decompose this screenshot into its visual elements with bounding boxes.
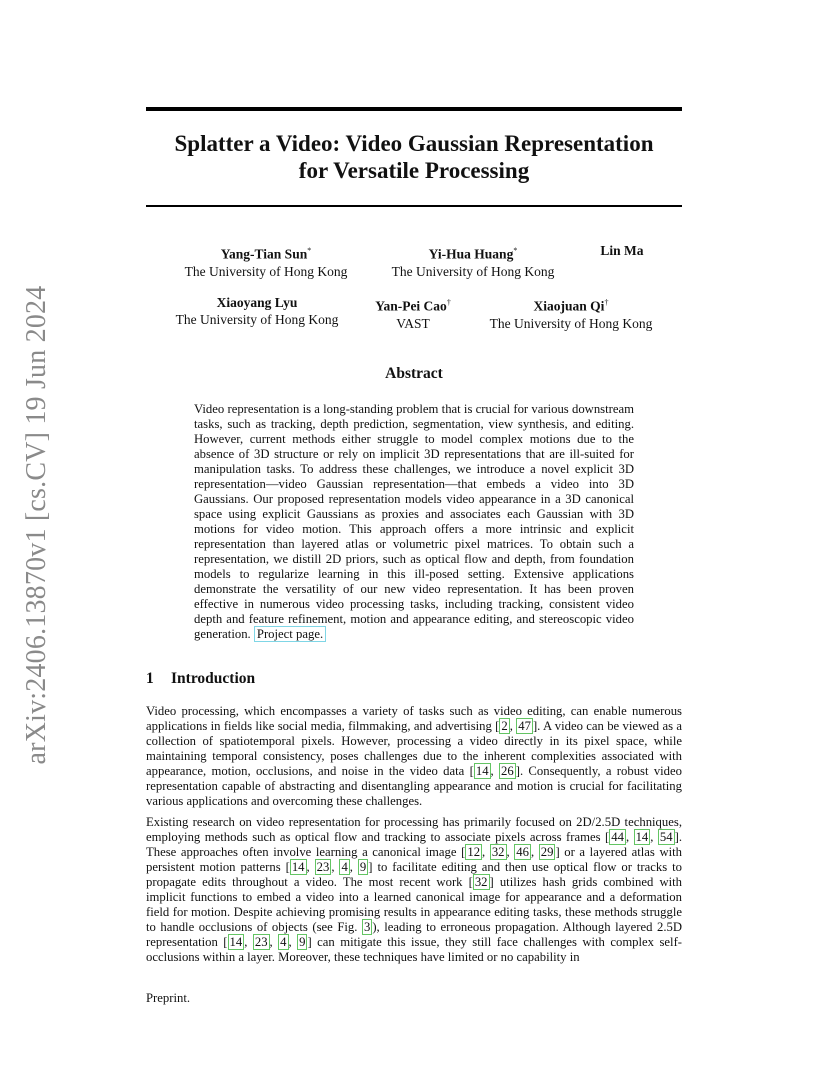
citation-link[interactable]: 23 — [254, 935, 268, 949]
author-affiliation: The University of Hong Kong — [489, 315, 653, 331]
figure-link[interactable]: 3 — [363, 920, 371, 934]
title-rule-bottom — [146, 205, 682, 207]
para-text: ] to facilitate editing and then use optical flow or tracks to propagate edits throughout a video. The most recent work [ — [146, 860, 683, 889]
citation-link[interactable]: 26 — [501, 764, 514, 778]
author-block — [363, 294, 463, 332]
author-mark: † — [446, 298, 451, 307]
para-text: Existing research on video representation for processing has primarily focused on 2D/2.5D techniques, employing methods such as optical flow and tracking to associate pixels across frames [ — [146, 815, 682, 844]
author-mark: * — [307, 246, 312, 255]
intro-paragraph-2: Existing research on video representation for processing has primarily focused on 2D/2.5D techniques, employing methods such as optical flow and tracking to associate pixels across frames [ 44 , 14 , 54 ]. These approaches often involve learning a canonical image [ 12 , 32 , 46 , 29 ] or a layered atlas with persistent motion patterns [ 14 , 23 , 4 , 9 ] to facilitate editing and then use optical flow or tracks to propagate edits throughout a video. The most recent work [ 32 ] utilizes hash grids combined with implicit functions to embed a video into a learned canonical image for appearance and a deformation field for motion. Despite achieving promising results in appearance editing tasks, these methods struggle to handle occlusions of objects (see Fig. 3 ), leading to erroneous propagation. Although layered 2.5D representation [ 14 , 23 , 4 , 9 ] can mitigate this issue, they still face challenges with complex self-occlusions within a layer. Moreover, these techniques have limited or no capability in — [146, 815, 683, 964]
paper-title — [146, 130, 682, 184]
author-mark: * — [513, 246, 518, 255]
para-text: ] or a layered atlas with persistent motion patterns [ — [146, 845, 683, 874]
citation-link[interactable]: 54 — [659, 830, 673, 844]
author-name: Yang-Tian Sun — [220, 246, 308, 262]
para-text: ]. A video can be viewed as a collection of spatiotemporal pixels. However, processing a video directly in its pixel space, while maintaining temporal consistency, poses challenges due to the inherent complexities associated with appearance, motion, occlusions, and noise in the video data [ — [146, 719, 682, 778]
para-text: ), leading to erroneous propagation. Although layered 2.5D representation [ — [146, 920, 682, 949]
author-name: Xiaojuan Qi — [533, 298, 605, 314]
citation-link[interactable]: 4 — [280, 935, 287, 949]
author-name: Lin Ma — [600, 243, 644, 258]
title-line-1: Splatter a Video: Video Gaussian Representation — [174, 131, 654, 156]
para-text: ] utilizes hash grids combined with implicit functions to embed a video into a learned canonical image for appearance and a deformation field for motion. Despite achieving promising results in appearance editing tasks, these methods struggle to handle occlusions of objects (see Fig. — [146, 875, 682, 934]
citation-link[interactable]: 4 — [341, 860, 348, 874]
citation-link[interactable]: 14 — [475, 764, 489, 778]
arxiv-identifier-text: arXiv:2406.13870v1 [cs.CV] 19 Jun 2024 — [21, 285, 52, 765]
author-affiliation: The University of Hong Kong — [175, 312, 339, 327]
author-name: Yi-Hua Huang — [428, 246, 514, 262]
abstract-body — [194, 402, 634, 642]
citation-link[interactable]: 14 — [635, 830, 649, 844]
citation-link[interactable]: 46 — [516, 845, 529, 859]
citation-link[interactable]: 32 — [491, 845, 505, 859]
citation-link[interactable]: 2 — [501, 719, 508, 733]
para-text: Video processing, which encompasses a variety of tasks such as video editing, can enable numerous applications in fields like social media, filmmaking, and advertising [ — [146, 704, 682, 733]
footer-note: Preprint. — [146, 991, 191, 1005]
author-block — [373, 242, 573, 280]
para-text: ] can mitigate this issue, they still face challenges with complex self-occlusions within a layer. Moreover, these techniques have limited or no capability in — [146, 935, 683, 964]
arxiv-identifier — [8, 285, 66, 765]
citation-link[interactable]: 23 — [316, 860, 330, 874]
citation-link[interactable]: 32 — [474, 875, 488, 889]
citation-link[interactable]: 14 — [291, 860, 305, 874]
citation-link[interactable]: 29 — [540, 845, 554, 859]
author-affiliation: The University of Hong Kong — [391, 263, 555, 279]
title-rule-top — [146, 107, 682, 111]
author-block — [166, 242, 366, 280]
abstract-text: Video representation is a long-standing problem that is crucial for various downstream tasks, such as tracking, depth prediction, segmentation, view synthesis, and editing. However, current methods either struggle to model complex motions due to the absence of 3D structure or rely on implicit 3D representations that are ill-suited for manipulation tasks. To address these challenges, we introduce a novel explicit 3D representation—video Gaussian representation—that embeds a video into 3D Gaussians. Our proposed representation models video appearance in a 3D canonical space using explicit Gaussians as proxies and associates each Gaussian with 3D motions for video motion. This approach offers a more intrinsic and explicit representation than layered atlas or volumetric pixel matrices. To obtain such a representation, we distill 2D priors, such as optical flow and depth, from foundation models to regularize learning in this ill-posed setting. Extensive applications demonstrate the versatility of our new video representation. It has been proven effective in numerous video processing tasks, including tracking, consistent video depth and feature refinement, motion and appearance editing, and stereoscopic video generation. — [194, 402, 634, 641]
section-title: Introduction — [171, 670, 256, 687]
intro-paragraph-1: Video processing, which encompasses a variety of tasks such as video editing, can enable numerous applications in fields like social media, filmmaking, and advertising [ 2 , 47 ]. A video can be viewed as a collection of spatiotemporal pixels. However, processing a video directly in its pixel space, while maintaining temporal consistency, poses challenges due to the inherent complexities associated with appearance, motion, occlusions, and noise in the video data [ 14 , 26 ]. Consequently, a robust video representation capable of abstracting and disentangling appearance and motion is crucial for facilitating various applications and overcoming these challenges. — [146, 704, 683, 808]
author-name: Xiaoyang Lyu — [216, 295, 298, 310]
citation-link[interactable]: 9 — [359, 860, 367, 874]
para-text: ]. Consequently, a robust video representation capable of abstracting and disentangling appearance and motion is crucial for facilitating various applications and overcoming these challenges. — [146, 764, 683, 808]
author-name: Yan-Pei Cao — [375, 298, 447, 314]
citation-link[interactable]: 9 — [299, 935, 306, 949]
para-text: ]. These approaches often involve learning a canonical image [ — [146, 830, 682, 859]
citation-link[interactable]: 44 — [611, 830, 624, 844]
citation-link[interactable]: 14 — [229, 935, 243, 949]
project-page-link[interactable]: Project page. — [254, 626, 326, 642]
author-block — [471, 294, 671, 332]
section-number: 1 — [146, 670, 154, 687]
abstract-heading: Abstract — [385, 365, 443, 382]
author-mark: † — [604, 298, 609, 307]
title-line-2: for Versatile Processing — [298, 158, 530, 183]
author-affiliation: VAST — [396, 315, 430, 331]
author-affiliation: The University of Hong Kong — [184, 263, 348, 279]
citation-link[interactable]: 47 — [518, 719, 531, 733]
author-block — [572, 242, 672, 259]
section-heading — [146, 670, 255, 688]
author-block — [157, 294, 357, 328]
citation-link[interactable]: 12 — [467, 845, 481, 859]
